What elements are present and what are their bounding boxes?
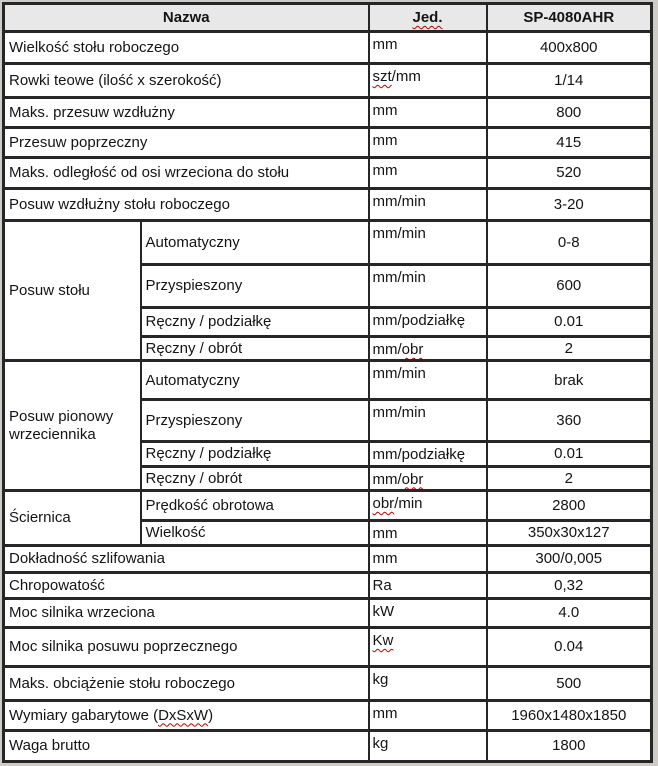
cell-unit: mm/podziałkę [369,442,487,466]
cell-name: Moc silnika posuwu poprzecznego [4,627,369,666]
cell-group-posuw-stolu: Posuw stołu [4,221,141,361]
cell-name: Prędkość obrotowa [141,490,369,520]
cell-text: Wymiary gabarytowe ( [9,706,159,724]
table-row [4,627,652,666]
cell-value: 415 [487,128,652,158]
table-row [4,189,652,221]
misspelled-text: Jed. [412,8,443,26]
cell-unit: mm [369,32,487,64]
cell-unit: mm [369,700,487,730]
cell-unit [369,337,487,361]
cell-text: ) [208,706,214,724]
misspelled-text: obr [401,470,424,488]
cell-name: Maks. obciążenie stołu roboczego [4,666,369,700]
cell-value: 0-8 [487,221,652,265]
cell-group-posuw-pionowy: Posuw pionowy wrzeciennika [4,361,141,491]
cell-name [4,700,369,730]
cell-name: Przesuw poprzeczny [4,128,369,158]
cell-name: Przyspieszony [141,400,369,442]
cell-name: Ręczny / podziałkę [141,442,369,466]
table-row [4,158,652,189]
cell-text: /min [394,494,423,512]
cell-unit: kW [369,598,487,627]
misspelled-text: obr [401,341,424,358]
cell-name: Maks. odległość od osi wrzeciona do stołu [4,158,369,189]
cell-value: 800 [487,98,652,128]
cell-name: Wielkość stołu roboczego [4,32,369,64]
cell-unit [369,627,487,666]
cell-name: Posuw wzdłużny stołu roboczego [4,189,369,221]
cell-text: /mm [391,68,421,85]
table-row [4,361,652,400]
cell-value: 0,32 [487,572,652,598]
cell-value: 1800 [487,730,652,761]
cell-unit: mm/podziałkę [369,308,487,337]
cell-value: 0.01 [487,308,652,337]
cell-name: Ręczny / obrót [141,466,369,490]
spec-table-body [4,4,652,762]
cell-name: Przyspieszony [141,265,369,308]
cell-value: brak [487,361,652,400]
cell-value: 1960x1480x1850 [487,700,652,730]
cell-unit: kg [369,730,487,761]
cell-name: Moc silnika wrzeciona [4,598,369,627]
cell-name: Ręczny / podziałkę [141,308,369,337]
table-row [4,666,652,700]
cell-value: 4.0 [487,598,652,627]
cell-name: Rowki teowe (ilość x szerokość) [4,64,369,98]
table-row [4,128,652,158]
cell-value: 360 [487,400,652,442]
cell-unit: mm/min [369,265,487,308]
misspelled-text: obr [372,494,395,512]
cell-unit: mm/min [369,361,487,400]
misspelled-text: szt [372,68,392,85]
cell-group-sciernica: Ściernica [4,490,141,545]
cell-value: 1/14 [487,64,652,98]
cell-name: Automatyczny [141,361,369,400]
cell-unit: kg [369,666,487,700]
cell-unit: mm [369,545,487,572]
cell-unit: mm [369,98,487,128]
cell-name: Maks. przesuw wzdłużny [4,98,369,128]
table-row [4,598,652,627]
table-row [4,730,652,761]
cell-name: Automatyczny [141,221,369,265]
spec-table [2,2,653,763]
table-row [4,490,652,520]
cell-unit: mm/min [369,400,487,442]
cell-unit: mm [369,158,487,189]
table-row [4,32,652,64]
table-row [4,64,652,98]
cell-unit: Ra [369,572,487,598]
cell-unit: mm [369,520,487,545]
header-jed [369,4,487,32]
cell-value: 600 [487,265,652,308]
cell-unit [369,490,487,520]
cell-name: Waga brutto [4,730,369,761]
cell-value: 0.01 [487,442,652,466]
cell-name: Chropowatość [4,572,369,598]
cell-unit [369,466,487,490]
cell-unit: mm/min [369,221,487,265]
header-row [4,4,652,32]
cell-value: 2 [487,337,652,361]
table-row [4,572,652,598]
table-row [4,545,652,572]
cell-value: 3-20 [487,189,652,221]
cell-name: Ręczny / obrót [141,337,369,361]
misspelled-text: Kw [372,631,394,649]
cell-value: 350x30x127 [487,520,652,545]
cell-value: 400x800 [487,32,652,64]
cell-text: mm/ [372,470,402,488]
cell-value: 2 [487,466,652,490]
table-row [4,98,652,128]
cell-text: mm/ [372,341,402,358]
cell-value: 0.04 [487,627,652,666]
misspelled-text: DxSxW [158,706,209,724]
table-row [4,221,652,265]
cell-value: 2800 [487,490,652,520]
header-nazwa: Nazwa [4,4,369,32]
cell-unit: mm/min [369,189,487,221]
cell-value: 300/0,005 [487,545,652,572]
cell-value: 500 [487,666,652,700]
cell-name: Dokładność szlifowania [4,545,369,572]
cell-name: Wielkość [141,520,369,545]
cell-unit [369,64,487,98]
table-row [4,700,652,730]
header-model: SP-4080AHR [487,4,652,32]
cell-value: 520 [487,158,652,189]
cell-unit: mm [369,128,487,158]
